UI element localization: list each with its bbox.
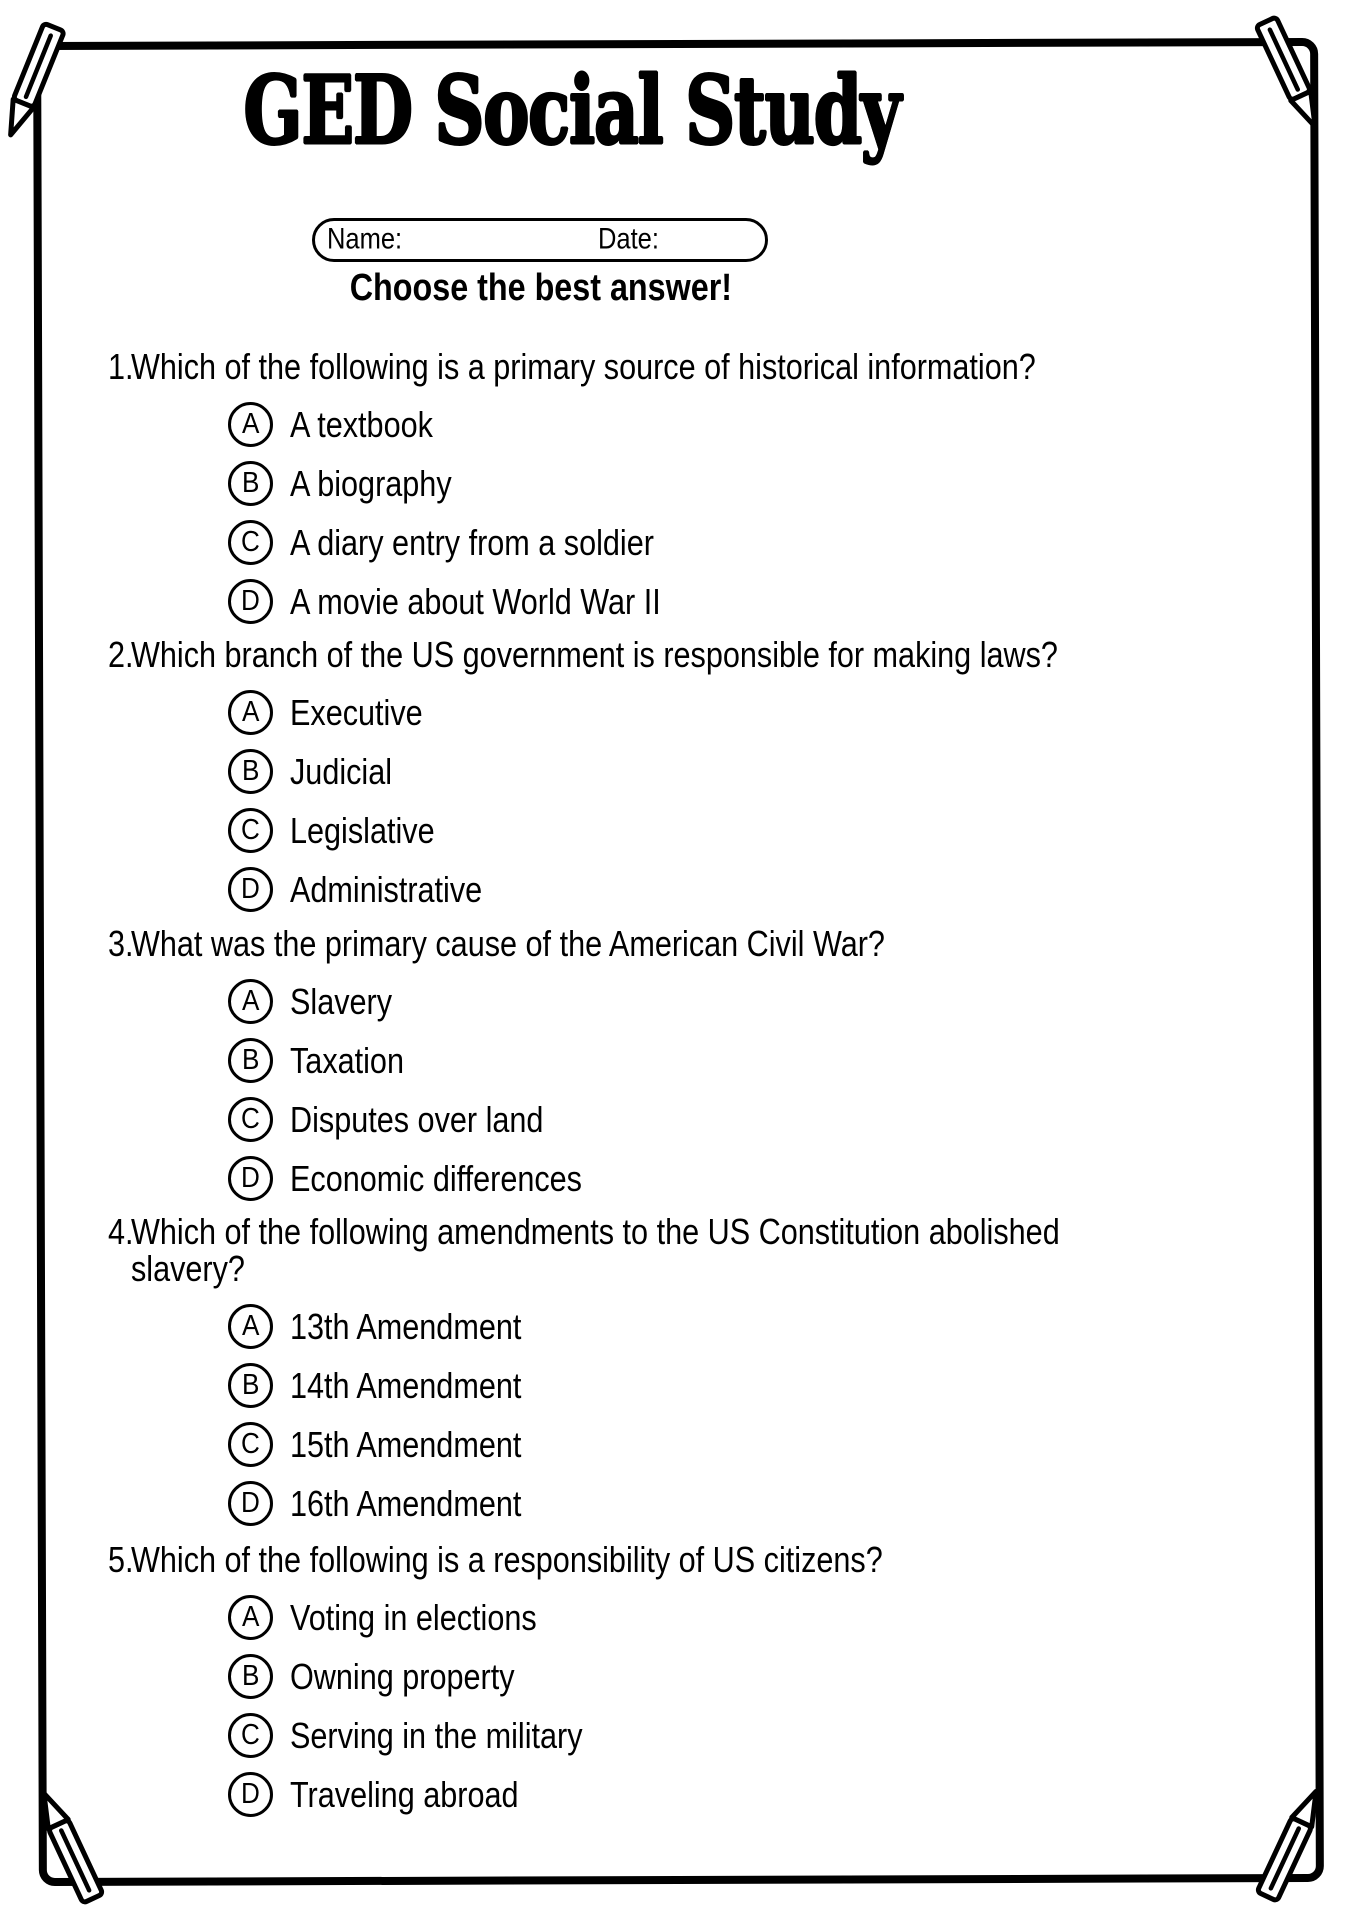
option-letter: B xyxy=(241,1660,260,1692)
option-letter: D xyxy=(241,585,260,617)
name-write-area[interactable] xyxy=(425,221,590,259)
answer-bubble[interactable] xyxy=(228,749,273,794)
option-letter: A xyxy=(241,1310,260,1342)
option-text: 15th Amendment xyxy=(290,1423,522,1465)
answer-option xyxy=(228,749,1222,794)
answer-bubble[interactable] xyxy=(228,1481,273,1526)
answer-option xyxy=(228,1654,1015,1699)
answer-option xyxy=(228,402,1195,447)
option-text: Legislative xyxy=(290,809,435,851)
question-5 xyxy=(108,1539,1015,1831)
answer-bubble[interactable] xyxy=(228,1713,273,1758)
answer-bubble[interactable] xyxy=(228,867,273,912)
answer-option xyxy=(228,1713,1015,1758)
answer-bubble[interactable] xyxy=(228,520,273,565)
option-letter: B xyxy=(241,755,260,787)
answer-bubble[interactable] xyxy=(228,1038,273,1083)
question-text: Which of the following is a responsibility of US citizens? xyxy=(131,1539,883,1580)
question-2 xyxy=(108,634,1222,926)
option-text: Traveling abroad xyxy=(290,1773,519,1815)
answer-option xyxy=(228,1595,1015,1640)
answer-option xyxy=(228,1156,1018,1201)
answer-option xyxy=(228,1038,1018,1083)
option-text: Executive xyxy=(290,691,423,733)
answer-bubble[interactable] xyxy=(228,1422,273,1467)
answer-bubble[interactable] xyxy=(228,1772,273,1817)
date-label: Date: xyxy=(598,222,659,256)
option-letter: D xyxy=(241,873,260,905)
answer-bubble[interactable] xyxy=(228,808,273,853)
answer-option xyxy=(228,1097,1018,1142)
option-text: Serving in the military xyxy=(290,1714,583,1756)
option-letter: A xyxy=(241,408,260,440)
option-text: A textbook xyxy=(290,403,433,445)
instruction-text: Choose the best answer! xyxy=(349,267,733,309)
option-text: Administrative xyxy=(290,868,483,910)
answer-bubble[interactable] xyxy=(228,690,273,735)
option-letter: C xyxy=(241,1719,260,1751)
answer-option xyxy=(228,867,1222,912)
option-letter: A xyxy=(241,985,260,1017)
answer-option xyxy=(228,1772,1015,1817)
option-text: A movie about World War II xyxy=(290,580,661,622)
answer-bubble[interactable] xyxy=(228,579,273,624)
question-3 xyxy=(108,923,1018,1215)
option-letter: C xyxy=(241,526,260,558)
option-text: Taxation xyxy=(290,1039,404,1081)
option-letter: C xyxy=(241,814,260,846)
option-letter: B xyxy=(241,1369,260,1401)
answer-bubble[interactable] xyxy=(228,1156,273,1201)
option-text: 14th Amendment xyxy=(290,1364,522,1406)
question-number: 2. xyxy=(108,634,134,675)
option-letter: D xyxy=(241,1162,260,1194)
question-text: What was the primary cause of the American Civil War? xyxy=(131,923,885,964)
option-text: A diary entry from a soldier xyxy=(290,521,654,563)
option-text: 13th Amendment xyxy=(290,1305,522,1347)
option-letter: A xyxy=(241,1601,260,1633)
answer-bubble[interactable] xyxy=(228,1595,273,1640)
option-text: Voting in elections xyxy=(290,1596,537,1638)
name-date-field xyxy=(312,218,768,262)
question-text: Which branch of the US government is responsible for making laws? xyxy=(131,634,1058,675)
question-number: 1. xyxy=(108,346,134,387)
question-number: 5. xyxy=(108,1539,134,1580)
question-4 xyxy=(108,1211,1224,1540)
question-text: Which of the following is a primary source of historical information? xyxy=(131,346,1036,387)
answer-option xyxy=(228,579,1195,624)
option-text: Economic differences xyxy=(290,1157,582,1199)
answer-option xyxy=(228,520,1195,565)
answer-bubble[interactable] xyxy=(228,979,273,1024)
option-letter: B xyxy=(241,1044,260,1076)
option-text: 16th Amendment xyxy=(290,1482,522,1524)
option-letter: C xyxy=(241,1103,260,1135)
question-number: 3. xyxy=(108,923,134,964)
answer-option xyxy=(228,461,1195,506)
answer-bubble[interactable] xyxy=(228,402,273,447)
question-text: Which of the following amendments to the US Constitution abolished xyxy=(131,1211,1060,1252)
option-text: A biography xyxy=(290,462,452,504)
answer-bubble[interactable] xyxy=(228,1363,273,1408)
question-text-line2: slavery? xyxy=(131,1248,245,1289)
answer-bubble[interactable] xyxy=(228,1654,273,1699)
question-number: 4. xyxy=(108,1211,134,1252)
option-letter: D xyxy=(241,1487,260,1519)
answer-option xyxy=(228,1363,1224,1408)
answer-option xyxy=(228,1304,1224,1349)
answer-option xyxy=(228,808,1222,853)
answer-bubble[interactable] xyxy=(228,1304,273,1349)
option-letter: C xyxy=(241,1428,260,1460)
option-text: Owning property xyxy=(290,1655,515,1697)
answer-bubble[interactable] xyxy=(228,461,273,506)
option-text: Judicial xyxy=(290,750,393,792)
question-1 xyxy=(108,346,1195,638)
page-title: GED Social Study xyxy=(243,56,901,166)
answer-option xyxy=(228,979,1018,1024)
option-letter: A xyxy=(241,696,260,728)
answer-option xyxy=(228,1422,1224,1467)
answer-bubble[interactable] xyxy=(228,1097,273,1142)
answer-option xyxy=(228,690,1222,735)
option-text: Disputes over land xyxy=(290,1098,544,1140)
name-label: Name: xyxy=(327,222,403,256)
option-letter: D xyxy=(241,1778,260,1810)
option-text: Slavery xyxy=(290,980,393,1022)
option-letter: B xyxy=(241,467,260,499)
date-write-area[interactable] xyxy=(675,221,763,259)
answer-option xyxy=(228,1481,1224,1526)
